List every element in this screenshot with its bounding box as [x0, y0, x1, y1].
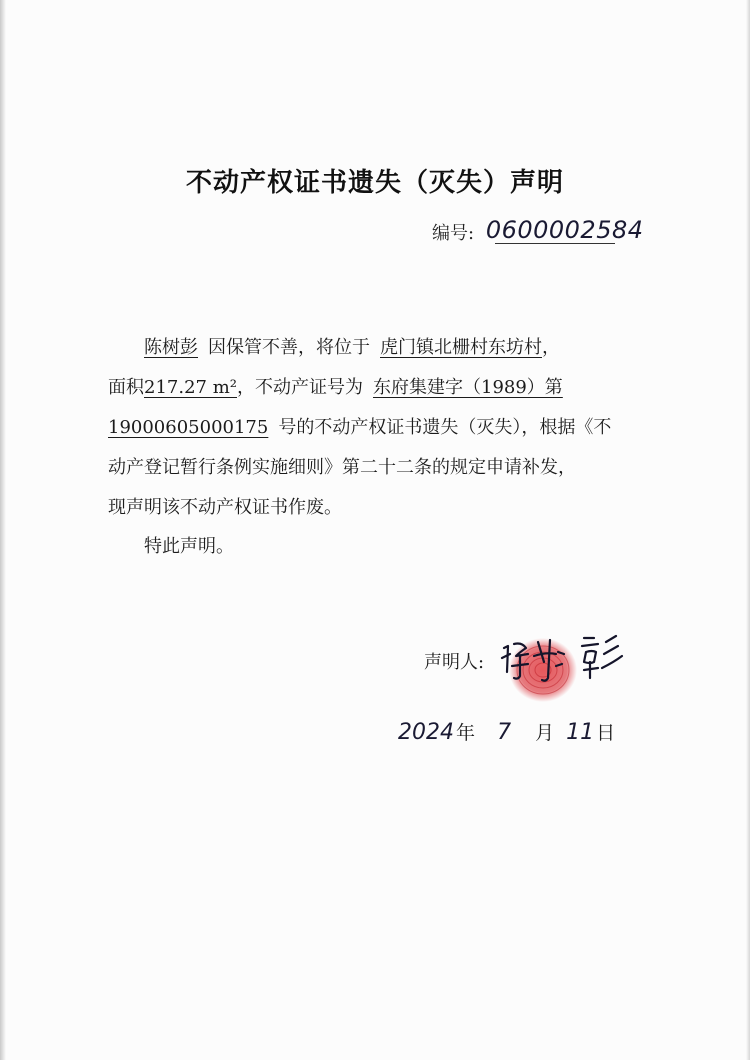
area-value: 217.27 m² [144, 377, 237, 398]
document-title: 不动产权证书遗失（灭失）声明 [185, 168, 564, 198]
declaration-paragraph [108, 328, 648, 528]
area-prefix: 面积 [108, 377, 144, 398]
text-cert-intro: ，不动产证号为 [237, 377, 363, 398]
text-regulation: 动产登记暂行条例实施细则》第二十二条的规定申请补发， [108, 457, 576, 478]
date-day: 11 [566, 720, 595, 745]
handwritten-signature-icon [498, 632, 628, 692]
paragraph-line-5 [108, 488, 648, 528]
comma: ， [542, 337, 560, 358]
cert-prefix: 东府集建字（1989）第 [373, 377, 563, 398]
number-underline [495, 243, 615, 244]
cert-number: 19000605000175 [108, 417, 269, 438]
text-reason: 因保管不善，将位于 [208, 337, 370, 358]
scan-edge-right [746, 0, 750, 1060]
paragraph-line-2 [108, 368, 648, 408]
date-year-unit: 年 [456, 722, 476, 744]
number-label: 编号: [432, 223, 475, 244]
date-year: 2024 [398, 720, 454, 745]
text-lost: 号的不动产权证书遗失（灭失），根据《不 [278, 417, 612, 438]
paragraph-line-1 [108, 328, 648, 368]
signer-label: 声明人: [424, 652, 485, 673]
scan-edge-left [0, 0, 6, 1060]
text-void: 现声明该不动产权证书作废。 [108, 497, 342, 518]
closing-statement: 特此声明。 [144, 536, 234, 557]
date-day-unit: 日 [596, 722, 616, 744]
paragraph-line-3 [108, 408, 648, 448]
date-month: 7 [497, 720, 512, 745]
date-month-unit: 月 [535, 722, 555, 744]
property-location: 虎门镇北栅村东坊村 [380, 337, 542, 358]
owner-name: 陈树彭 [144, 337, 198, 358]
number-value: 0600002584 [485, 216, 644, 244]
document-number [432, 218, 644, 246]
signing-date [398, 718, 617, 758]
paragraph-line-4 [108, 448, 648, 488]
